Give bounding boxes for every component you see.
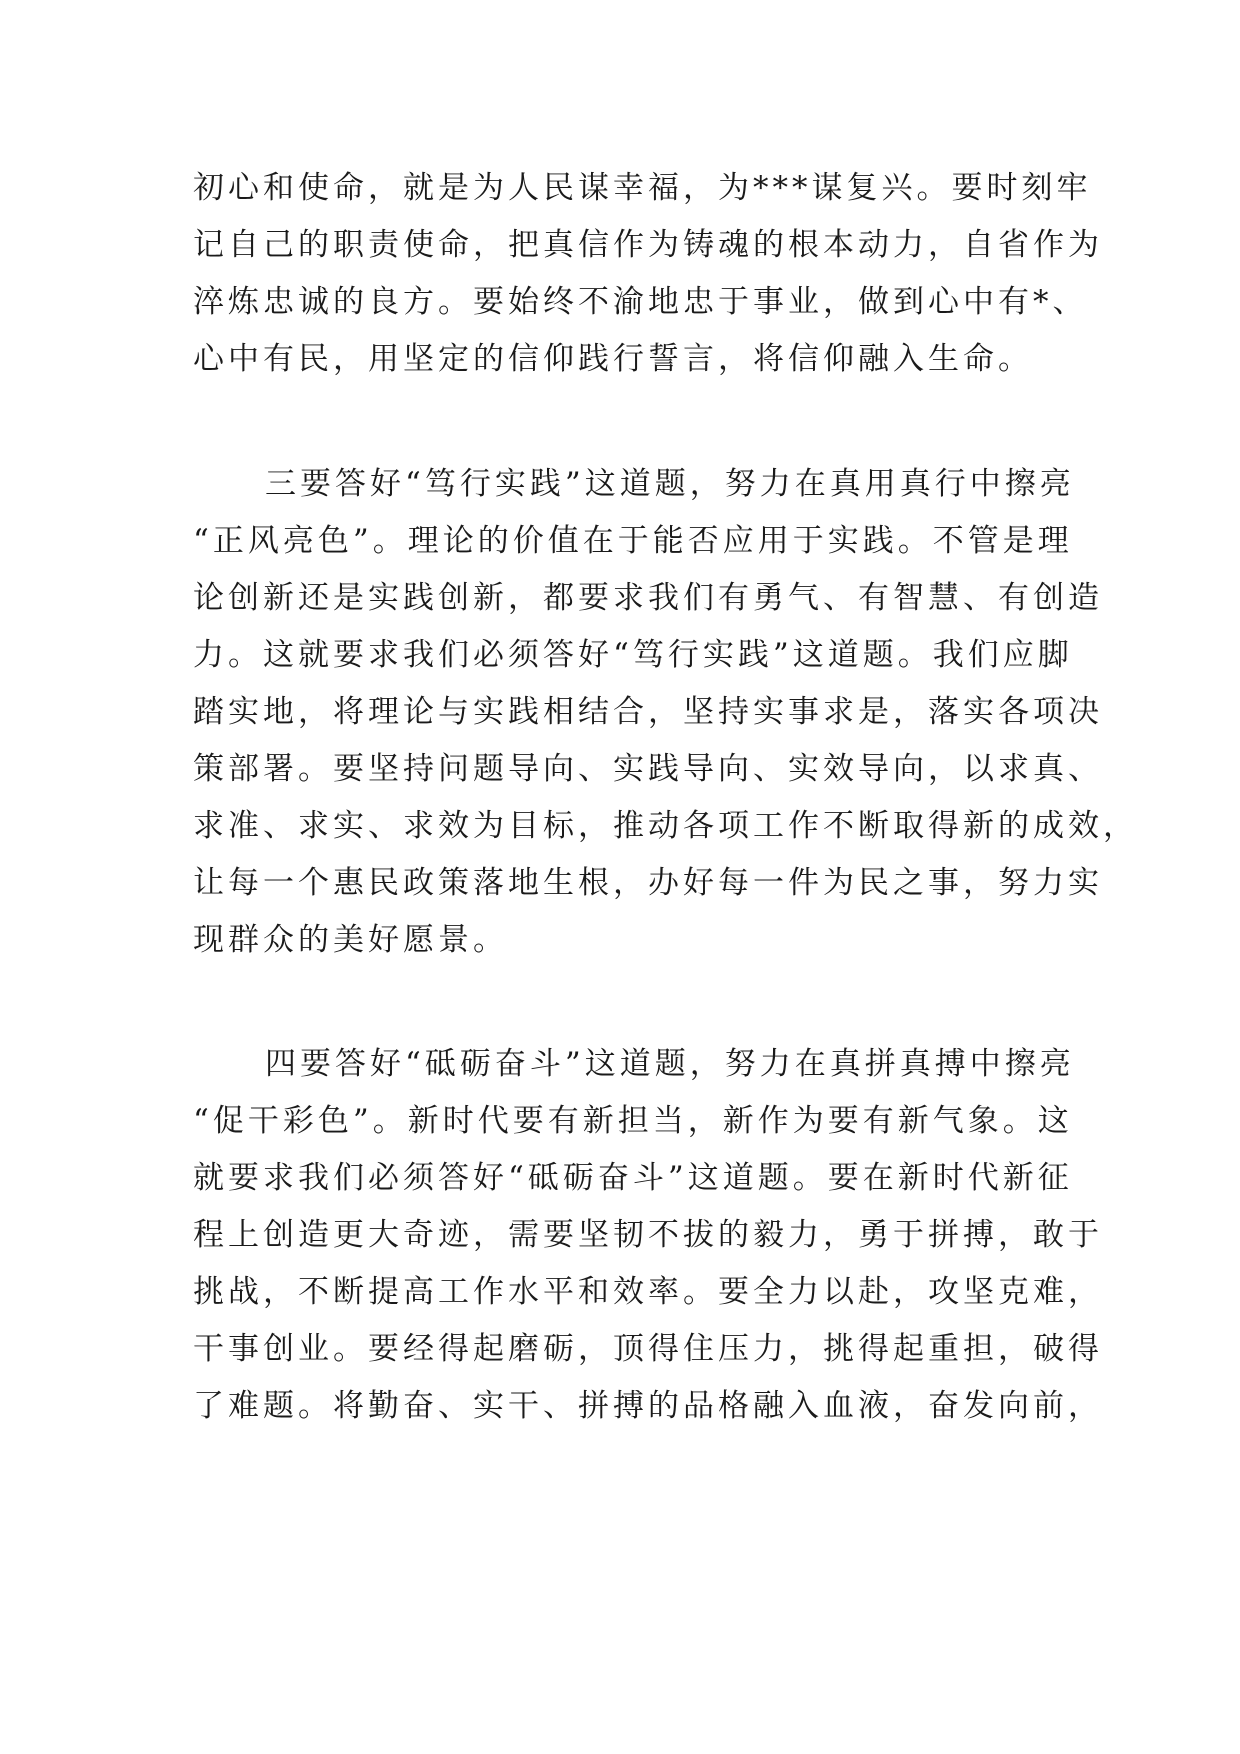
text-line: 三要答好“笃行实践”这道题，努力在真用真行中擦亮: [265, 466, 1075, 502]
text-line: 踏实地，将理论与实践相结合，坚持实事求是，落实各项决: [193, 694, 1103, 730]
text-line: 力。这就要求我们必须答好“笃行实践”这道题。我们应脚: [193, 637, 1073, 673]
paragraph-struggle: [193, 1036, 1103, 1435]
text-line: 求准、求实、求效为目标，推动各项工作不断取得新的成效，: [193, 808, 1138, 844]
text-line: 心中有民，用坚定的信仰践行誓言，将信仰融入生命。: [193, 341, 1033, 377]
paragraph-continuation: [193, 160, 1103, 388]
text-line: 程上创造更大奇迹，需要坚韧不拔的毅力，勇于拼搏，敢于: [193, 1217, 1103, 1253]
text-line: 了难题。将勤奋、实干、拼搏的品格融入血液，奋发向前，: [193, 1388, 1103, 1424]
text-line: “促干彩色”。新时代要有新担当，新作为要有新气象。这: [193, 1103, 1073, 1139]
text-line: 现群众的美好愿景。: [193, 922, 508, 958]
text-line: 四要答好“砥砺奋斗”这道题，努力在真拼真搏中擦亮: [265, 1046, 1075, 1082]
text-line: 策部署。要坚持问题导向、实践导向、实效导向，以求真、: [193, 751, 1103, 787]
text-line: “正风亮色”。理论的价值在于能否应用于实践。不管是理: [193, 523, 1073, 559]
text-line: 淬炼忠诚的良方。要始终不渝地忠于事业，做到心中有*、: [193, 284, 1088, 320]
text-line: 干事创业。要经得起磨砺，顶得住压力，挑得起重担，破得: [193, 1331, 1103, 1367]
text-line: 记自己的职责使命，把真信作为铸魂的根本动力，自省作为: [193, 227, 1103, 263]
text-line: 论创新还是实践创新，都要求我们有勇气、有智慧、有创造: [193, 580, 1103, 616]
text-line: 初心和使命，就是为人民谋幸福，为***谋复兴。要时刻牢: [193, 170, 1092, 206]
paragraph-practice: [193, 456, 1138, 969]
text-line: 让每一个惠民政策落地生根，办好每一件为民之事，努力实: [193, 865, 1103, 901]
text-line: 挑战，不断提高工作水平和效率。要全力以赴，攻坚克难，: [193, 1274, 1103, 1310]
text-line: 就要求我们必须答好“砥砺奋斗”这道题。要在新时代新征: [193, 1160, 1073, 1196]
